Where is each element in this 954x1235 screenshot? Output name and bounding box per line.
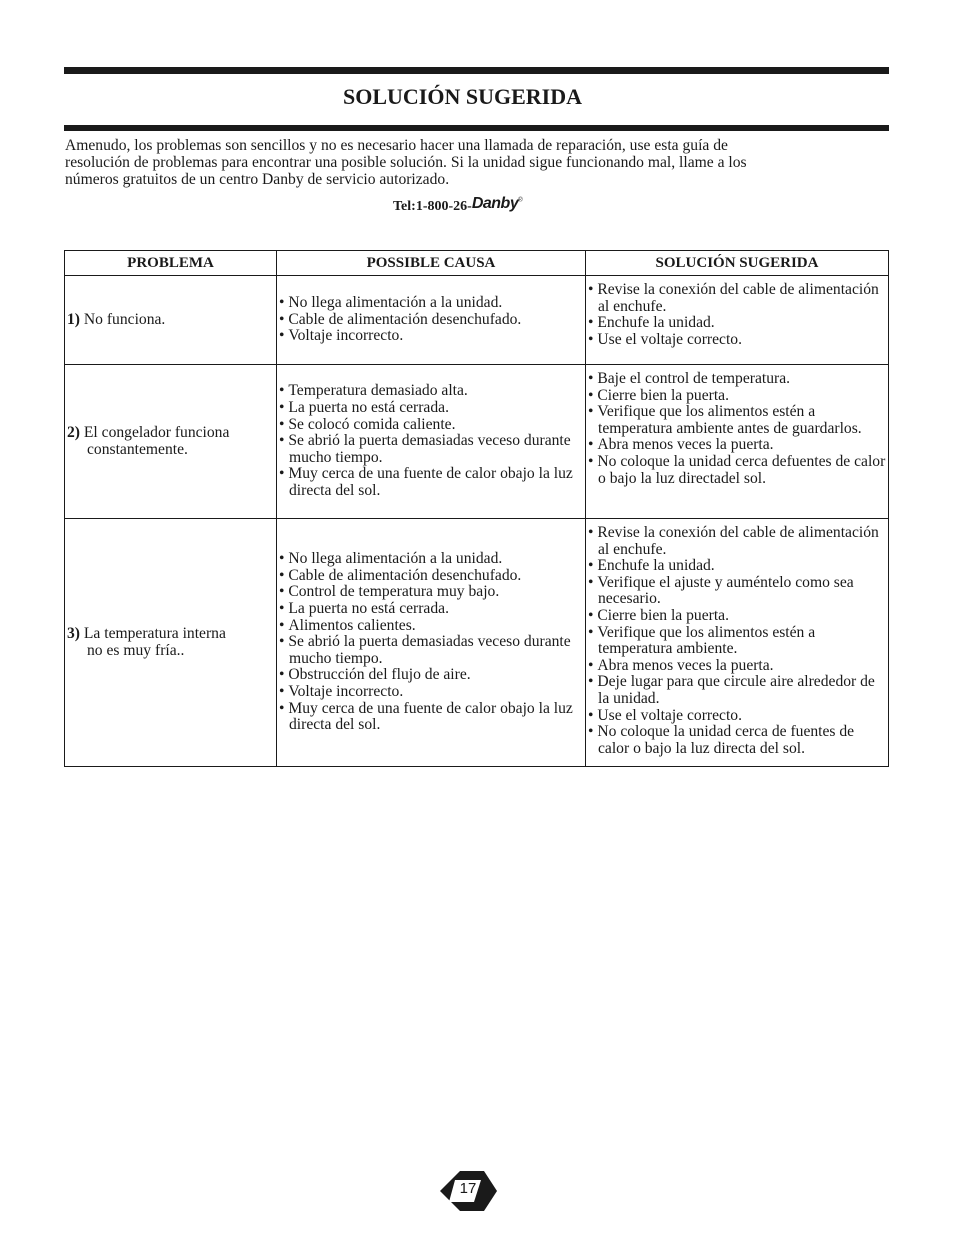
solution-item: • Abra menos veces la puerta. [588, 658, 886, 675]
page-number: 17 [459, 1180, 477, 1197]
cause-item: • Obstrucción del flujo de aire. [279, 667, 583, 684]
solution-item: • Revise la conexión del cable de alimentación al enchufe. [588, 525, 886, 558]
solution-item: • Deje lugar para que circule aire alrededor de la unidad. [588, 674, 886, 707]
problem-number: 2) [67, 423, 80, 441]
cause-item: • Cable de alimentación desenchufado. [279, 312, 583, 329]
cause-cell [277, 365, 586, 519]
intro-line: números gratuitos de un centro Danby de servicio autorizado. [65, 171, 450, 188]
solution-item: • Enchufe la unidad. [588, 558, 886, 575]
cause-item: • Temperatura demasiado alta. [279, 383, 583, 400]
problem-number: 1) [67, 310, 80, 328]
solution-item: • Verifique que los alimentos estén a temperatura ambiente. [588, 625, 886, 658]
solution-item: • Verifique el ajuste y auméntelo como sea necesario. [588, 575, 886, 608]
solution-item: • Verifique que los alimentos estén a temperatura ambiente antes de guardarlos. [588, 404, 886, 437]
cause-item: • Voltaje incorrecto. [279, 684, 583, 701]
solution-item: • Revise la conexión del cable de alimentación al enchufe. [588, 282, 886, 315]
column-header-cause: POSSIBLE CAUSA [277, 251, 586, 276]
solution-cell [586, 365, 889, 519]
problem-text: No funciona. [80, 310, 166, 328]
title-underline-rule [64, 125, 889, 131]
cause-item: • Se abrió la puerta demasiadas veceso durante mucho tiempo. [279, 433, 583, 466]
cause-item: • Muy cerca de una fuente de calor obajo la luz directa del sol. [279, 466, 583, 499]
solution-item: • Enchufe la unidad. [588, 315, 886, 332]
cause-item: • La puerta no está cerrada. [279, 400, 583, 417]
solution-list [588, 282, 886, 348]
solution-item: • Cierre bien la puerta. [588, 608, 886, 625]
problem-cell [65, 519, 277, 767]
cause-item: • Se colocó comida caliente. [279, 417, 583, 434]
solution-item: • No coloque la unidad cerca defuentes de calor o bajo la luz directadel sol. [588, 454, 886, 487]
cause-cell [277, 276, 586, 365]
solution-item: • Cierre bien la puerta. [588, 388, 886, 405]
cause-item: • La puerta no está cerrada. [279, 601, 583, 618]
table-body [65, 276, 889, 767]
solution-item: • Use el voltaje correcto. [588, 708, 886, 725]
intro-paragraph [65, 137, 887, 188]
cause-item: • No llega alimentación a la unidad. [279, 551, 583, 568]
cause-item: • Control de temperatura muy bajo. [279, 584, 583, 601]
table-row [65, 519, 889, 767]
problem-text: La temperatura interna [80, 624, 226, 642]
cause-item: • No llega alimentación a la unidad. [279, 295, 583, 312]
solution-item: • No coloque la unidad cerca de fuentes de calor o bajo la luz directa del sol. [588, 724, 886, 757]
solution-item: • Use el voltaje correcto. [588, 332, 886, 349]
problem-text-continued: constantemente. [87, 440, 188, 458]
problem-number: 3) [67, 624, 80, 642]
top-rule [64, 67, 889, 74]
cause-cell [277, 519, 586, 767]
telephone-prefix: Tel:1-800-26- [393, 199, 472, 214]
solution-cell [586, 276, 889, 365]
danby-logo: Danby® [471, 195, 523, 212]
intro-line: resolución de problemas para encontrar una posible solución. Si la unidad sigue funcionando mal, llame a los [65, 154, 747, 171]
solution-item: • Abra menos veces la puerta. [588, 437, 886, 454]
table-row [65, 365, 889, 519]
problem-text: El congelador funciona [80, 423, 230, 441]
cause-item: • Voltaje incorrecto. [279, 328, 583, 345]
table-row [65, 276, 889, 365]
cause-list [279, 295, 583, 345]
solution-list [588, 371, 886, 487]
cause-list [279, 383, 583, 499]
solution-cell [586, 519, 889, 767]
cause-item: • Cable de alimentación desenchufado. [279, 568, 583, 585]
cause-item: • Alimentos calientes. [279, 618, 583, 635]
table-header-row [65, 251, 889, 276]
solution-list [588, 525, 886, 757]
telephone-line [393, 195, 523, 215]
problem-text-continued: no es muy fría.. [87, 641, 185, 659]
column-header-solution: SOLUCIÓN SUGERIDA [586, 251, 889, 276]
problem-cell [65, 276, 277, 365]
page-title: SOLUCIÓN SUGERIDA [343, 84, 582, 109]
column-header-problem: PROBLEMA [65, 251, 277, 276]
cause-item: • Muy cerca de una fuente de calor obajo la luz directa del sol. [279, 701, 583, 734]
problem-cell [65, 365, 277, 519]
cause-list [279, 551, 583, 734]
solution-item: • Baje el control de temperatura. [588, 371, 886, 388]
intro-line: Amenudo, los problemas son sencillos y no es necesario hacer una llamada de reparación, use esta guía de [65, 137, 728, 154]
troubleshooting-table [64, 250, 889, 767]
cause-item: • Se abrió la puerta demasiadas veceso durante mucho tiempo. [279, 634, 583, 667]
